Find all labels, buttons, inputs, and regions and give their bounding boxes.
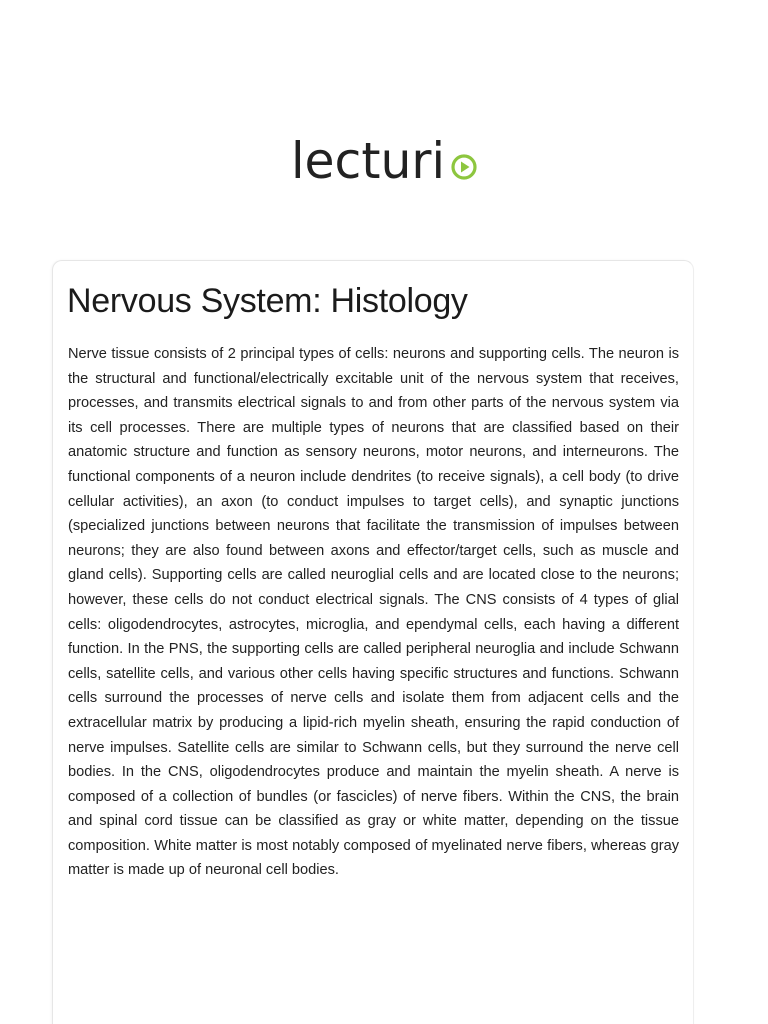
page-title: Nervous System: Histology xyxy=(67,282,468,320)
play-circle-icon xyxy=(453,156,475,178)
article-body: Nerve tissue consists of 2 principal types of cells: neurons and supporting cells. The neuron is the structural and functional/electrically excitable unit of the nervous system that receives, processes, and transmits electrical signals to and from other parts of the nervous system via its cell processes. There are multiple types of neurons that are classified based on their anatomic structure and function as sensory neurons, motor neurons, and interneurons. The functional components of a neuron include dendrites (to receive signals), a cell body (to drive cellular activities), an axon (to conduct impulses to target cells), and synaptic junctions (specialized junctions between neurons that facilitate the transmission of impulses between neurons; they are also found between axons and effector/target cells, such as muscle and gland cells). Supporting cells are called neuroglial cells and are located close to the neurons; however, these cells do not conduct electrical signals. The CNS consists of 4 types of glial cells: oligodendrocytes, astrocytes, microglia, and ependymal cells, each having a different function. In the PNS, the supporting cells are called peripheral neuroglia and include Schwann cells, satellite cells, and various other cells having specific structures and functions. Schwann cells surround the processes of nerve cells and isolate them from adjacent cells and the extracellular matrix by producing a lipid-rich myelin sheath, ensuring the rapid conduction of nerve impulses. Satellite cells are similar to Schwann cells, but they surround the nerve cell bodies. In the CNS, oligodendrocytes produce and maintain the myelin sheath. A nerve is composed of a collection of bundles (or fascicles) of nerve fibers. Within the CNS, the brain and spinal cord tissue can be classified as gray or white matter, depending on the tissue composition. White matter is most notably composed of myelinated nerve fibers, whereas gray matter is made up of neuronal cell bodies. xyxy=(68,346,679,879)
lecturio-logo-mark xyxy=(291,134,481,186)
logo-lettering: lecturi xyxy=(291,134,445,186)
lecturio-logo xyxy=(291,134,481,186)
